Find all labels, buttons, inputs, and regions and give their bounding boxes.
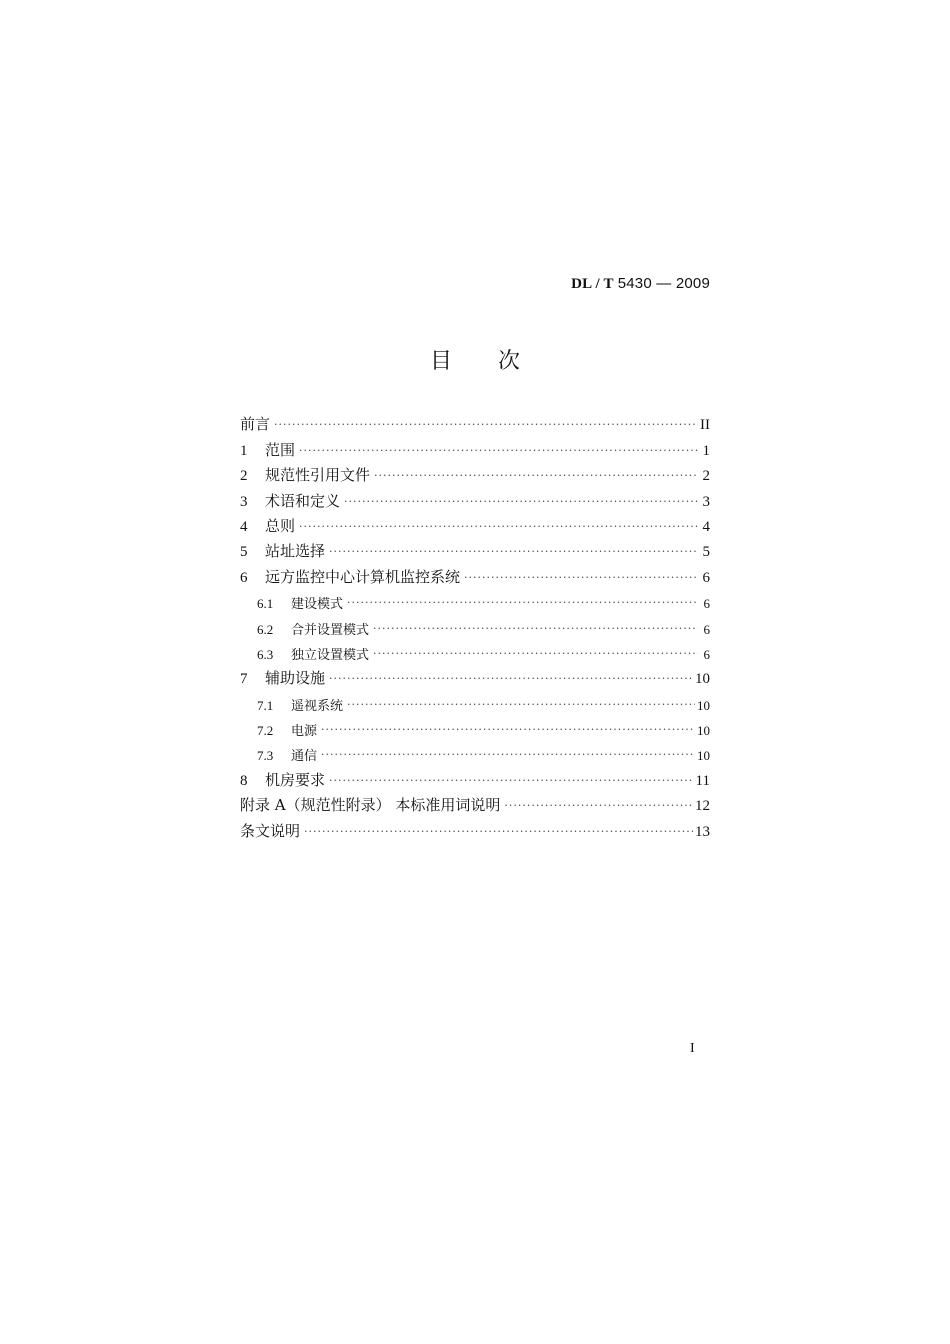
toc-entry[interactable]	[240, 663, 710, 688]
toc-entry-label: 术语和定义	[265, 491, 341, 510]
toc-entry-page: 13	[695, 823, 710, 840]
toc-entry[interactable]	[240, 764, 710, 789]
toc-entry[interactable]	[240, 536, 710, 561]
toc-entry-number: 7.2	[257, 723, 274, 739]
toc-leader-dots	[464, 572, 698, 587]
toc-entry-label: 独立设置模式	[291, 647, 370, 663]
toc-entry-number: 5	[240, 544, 248, 561]
toc-leader-dots	[321, 724, 695, 739]
table-of-contents	[240, 409, 710, 841]
toc-entry-page: 11	[695, 772, 710, 789]
toc-leader-dots	[373, 648, 698, 663]
toc-entry-label: 辅助设施	[265, 669, 326, 688]
toc-entry[interactable]	[240, 434, 710, 459]
toc-entry-label: 遥视系统	[291, 698, 344, 714]
toc-entry-number: 3	[240, 493, 248, 510]
standard-prefix: DL / T	[571, 276, 614, 292]
toc-entry[interactable]	[240, 511, 710, 536]
toc-entry[interactable]	[240, 688, 710, 713]
toc-leader-dots	[347, 699, 695, 714]
toc-entry-number: 6.2	[257, 621, 274, 637]
toc-entry-label: 附录 A（规范性附录） 本标准用词说明	[240, 796, 501, 815]
toc-entry-page: 12	[695, 798, 710, 815]
toc-entry-number: 4	[240, 518, 248, 535]
toc-entry[interactable]	[240, 460, 710, 485]
toc-leader-dots	[347, 597, 698, 612]
toc-title-char-1: 目	[429, 349, 452, 374]
toc-entry-page: 10	[697, 723, 710, 739]
toc-entry-page: 10	[695, 671, 710, 688]
toc-entry-number: 2	[240, 468, 248, 485]
toc-entry[interactable]	[240, 612, 710, 637]
toc-entry[interactable]	[240, 587, 710, 612]
toc-leader-dots	[329, 775, 694, 790]
toc-entry[interactable]	[240, 739, 710, 764]
toc-entry-label: 规范性引用文件	[265, 466, 371, 485]
toc-entry-number: 8	[240, 772, 248, 789]
toc-entry-number: 6.1	[257, 596, 274, 612]
toc-entry-page: 6	[703, 596, 710, 612]
toc-leader-dots	[374, 470, 698, 485]
toc-entry-label: 建设模式	[291, 597, 344, 613]
toc-entry-label: 范围	[265, 440, 296, 459]
toc-entry-page: 3	[702, 493, 710, 510]
toc-leader-dots	[329, 673, 693, 688]
toc-leader-dots	[299, 521, 698, 536]
toc-entry[interactable]	[240, 638, 710, 663]
toc-entry-page: 6	[702, 569, 710, 586]
toc-entry-number: 6	[240, 569, 248, 586]
toc-entry-label: 机房要求	[265, 770, 326, 789]
toc-leader-dots	[373, 623, 698, 638]
toc-entry-page: 6	[703, 646, 710, 662]
toc-entry-label: 条文说明	[240, 821, 301, 840]
toc-entry-page: 10	[697, 748, 710, 764]
page-number: I	[690, 1041, 695, 1056]
toc-leader-dots	[344, 496, 698, 511]
toc-entry-page: II	[700, 417, 710, 434]
toc-title-char-2: 次	[498, 349, 521, 374]
toc-leader-dots	[504, 800, 693, 815]
standard-number: 5430 — 2009	[617, 275, 710, 292]
standard-code	[571, 275, 710, 293]
toc-entry-label: 远方监控中心计算机监控系统	[265, 567, 461, 586]
toc-entry-page: 4	[702, 518, 710, 535]
toc-entry-page: 1	[702, 442, 710, 459]
toc-entry-label: 前言	[240, 415, 271, 434]
toc-entry[interactable]	[240, 485, 710, 510]
toc-entry-page: 6	[703, 621, 710, 637]
toc-entry-number: 6.3	[257, 646, 274, 662]
toc-leader-dots	[321, 749, 695, 764]
toc-entry-label: 总则	[265, 516, 296, 535]
toc-leader-dots	[299, 445, 698, 460]
toc-entry-label: 站址选择	[265, 542, 326, 561]
toc-leader-dots	[274, 419, 698, 434]
toc-entry-page: 2	[702, 468, 710, 485]
toc-entry[interactable]	[240, 815, 710, 840]
toc-entry[interactable]	[240, 409, 710, 434]
toc-entry-label: 电源	[291, 724, 318, 740]
toc-entry-page: 10	[697, 697, 710, 713]
toc-entry-number: 7.3	[257, 748, 274, 764]
toc-entry[interactable]	[240, 714, 710, 739]
toc-entry-page: 5	[702, 544, 710, 561]
toc-entry[interactable]	[240, 561, 710, 586]
toc-entry-label: 合并设置模式	[291, 622, 370, 638]
toc-leader-dots	[329, 546, 698, 561]
toc-entry-number: 1	[240, 442, 248, 459]
toc-leader-dots	[304, 826, 693, 841]
toc-entry-number: 7.1	[257, 697, 274, 713]
toc-entry[interactable]	[240, 790, 710, 815]
toc-entry-label: 通信	[291, 749, 318, 765]
toc-title	[0, 344, 950, 375]
toc-entry-number: 7	[240, 671, 248, 688]
